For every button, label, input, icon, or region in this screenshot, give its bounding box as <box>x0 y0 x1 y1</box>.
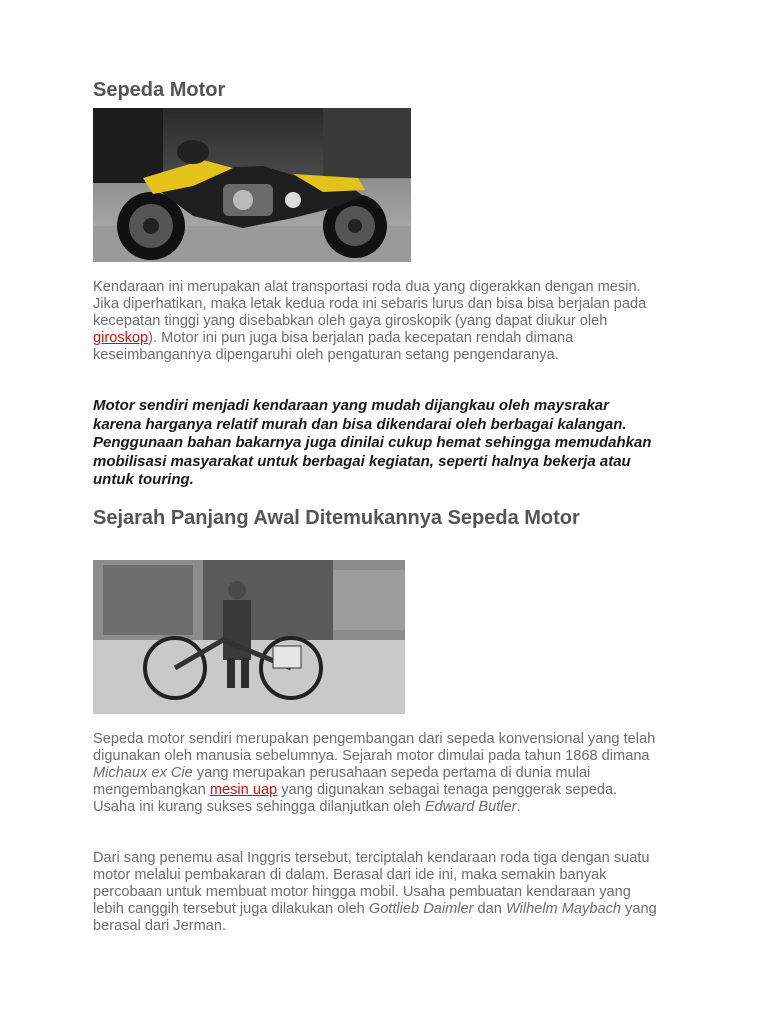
paragraph-text: Sepeda motor sendiri merupakan pengembangan dari sepeda konvensional yang telah digunakan oleh manusia sebelumnya. Sejarah motor dimulai pada tahun 1868 dimana <box>93 731 656 764</box>
paragraph-text: yang digunakan sebagai tenaga penggerak sepeda. Usaha ini kurang sukses sehingga dilanjutkan oleh <box>93 782 618 815</box>
paragraph-text: Dari sang penemu asal Inggris tersebut, terciptalah kendaraan roda tiga dengan suatu motor melalui pembakaran di dalam. Berasal dari ide ini, maka semakin banyak percobaan untuk membuat motor hingga mobil. Usaha pembuatan kendaraan yang lebih canggih tersebut juga dilakukan oleh <box>93 850 650 917</box>
section-title-sepeda-motor: Sepeda Motor <box>93 79 226 101</box>
name-michaux: Michaux ex Cie <box>93 765 193 781</box>
motorcycle-photo <box>93 108 411 262</box>
link-mesin-uap[interactable]: mesin uap <box>209 782 278 798</box>
name-gottlieb-daimler: Gottlieb Daimler <box>368 901 474 917</box>
paragraph-text: ). Motor ini pun juga bisa berjalan pada kecepatan rendah dimana keseimbangannya dipengaruhi oleh pengaturan setang pengendaranya. <box>93 330 574 363</box>
paragraph-text: yang merupakan perusahaan sepeda pertama di dunia mulai mengembangkan <box>93 765 591 798</box>
paragraph-emphasis: Motor sendiri menjadi kendaraan yang mudah dijangkau oleh maysrakar karena harganya relatif murah dan bisa dikendarai oleh berbagai kalangan. Penggunaan bahan bakarnya juga dinilai cukup hemat sehingga memudahkan mobilisasi masyarakat untuk berbagai kegiatan, seperti halnya bekerja atau untuk touring. <box>93 397 652 488</box>
link-giroskop[interactable]: giroskop <box>93 330 149 346</box>
paragraph-text: Kendaraan ini merupakan alat transportasi roda dua yang digerakkan dengan mesin. Jika diperhatikan, maka letak kedua roda ini sebaris lurus dan bisa bisa berjalan pada kecepatan tinggi yang disebabkan oleh gaya giroskopik (yang dapat diukur oleh <box>93 279 647 329</box>
section-title-sejarah: Sejarah Panjang Awal Ditemukannya Sepeda Motor <box>93 507 580 529</box>
paragraph-text: dan <box>473 901 506 917</box>
name-edward-butler: Edward Butler <box>424 799 517 815</box>
paragraph-history-1 <box>93 731 661 816</box>
name-wilhelm-maybach: Wilhelm Maybach <box>505 901 621 917</box>
vintage-motorcycle-photo <box>93 560 405 714</box>
paragraph-intro <box>93 279 661 364</box>
paragraph-history-2 <box>93 850 661 935</box>
paragraph-text: . <box>516 799 521 815</box>
paragraph-text: yang berasal dari Jerman. <box>93 901 657 934</box>
